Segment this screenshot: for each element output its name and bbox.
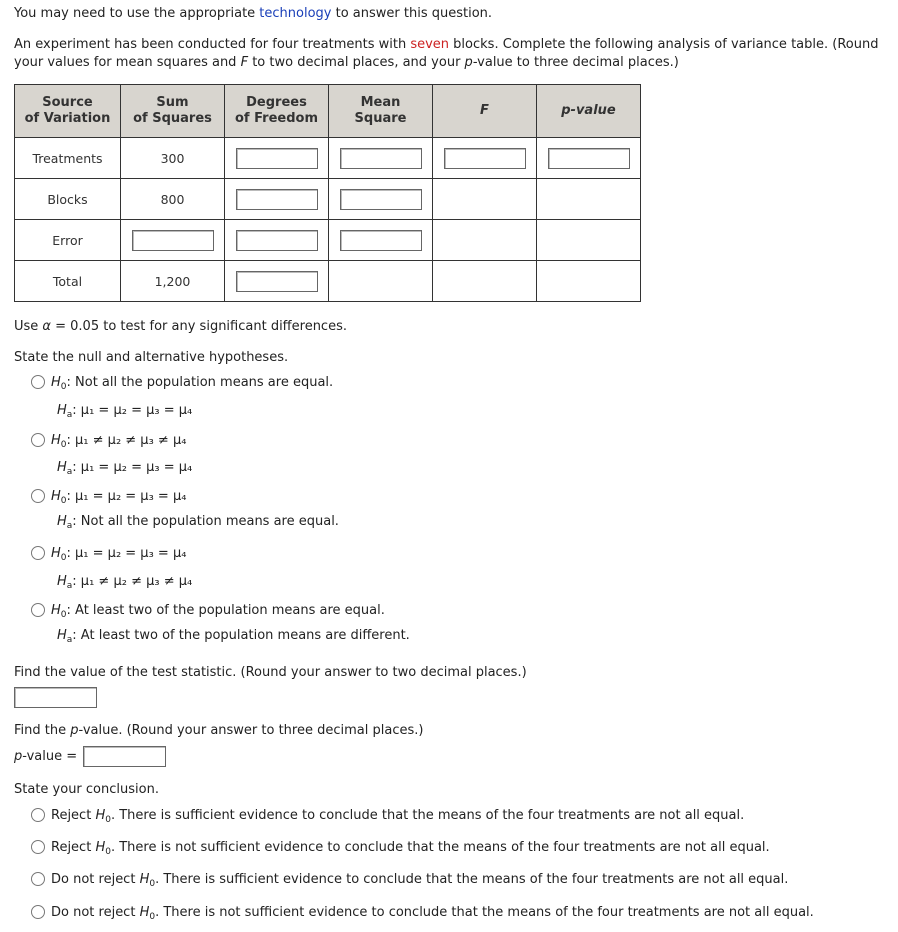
- intro-text: You may need to use the appropriate: [14, 6, 260, 21]
- f-input[interactable]: [444, 148, 526, 169]
- intro-text: to two decimal places, and your: [248, 55, 465, 70]
- conclusion-radio-1[interactable]: [31, 808, 45, 822]
- ms-blocks-input[interactable]: [340, 189, 422, 210]
- header-mean-square: Mean Square: [329, 85, 433, 138]
- intro-line-1: [14, 6, 492, 21]
- p-value-prompt: Find the p-value. (Round your answer to three decimal places.): [14, 723, 424, 738]
- ms-treatments-input[interactable]: [340, 148, 422, 169]
- hypothesis-1-ha: $H_a$: μ₁ = μ₂ = μ₃ = μ₄: [57, 403, 193, 420]
- hypothesis-radio-1[interactable]: [31, 375, 45, 389]
- table-row-blocks: [15, 179, 641, 220]
- ss-value: 800: [121, 179, 225, 220]
- alpha-text: Use: [14, 319, 43, 334]
- header-source: Source of Variation: [15, 85, 121, 138]
- p-value-label: p-value =: [14, 749, 78, 764]
- hypothesis-4-ha: $H_a$: μ₁ ≠ μ₂ ≠ μ₃ ≠ μ₄: [57, 574, 193, 591]
- alpha-symbol: α: [42, 319, 51, 334]
- hypothesis-1-h0: $H_0$: Not all the population means are equal.: [51, 375, 334, 392]
- hypotheses-prompt: State the null and alternative hypotheses.: [14, 350, 289, 365]
- ss-error-input[interactable]: [132, 230, 214, 251]
- hypothesis-5-ha: $H_a$: At least two of the population means are different.: [57, 628, 410, 645]
- df-error-input[interactable]: [236, 230, 318, 251]
- test-stat-prompt: Find the value of the test statistic. (Round your answer to two decimal places.): [14, 665, 527, 680]
- empty-cell: [537, 220, 641, 261]
- conclusion-radio-4[interactable]: [31, 905, 45, 919]
- intro-text: your values for mean squares and: [14, 55, 241, 70]
- empty-cell: [433, 220, 537, 261]
- hypothesis-4-h0: $H_0$: μ₁ = μ₂ = μ₃ = μ₄: [51, 546, 187, 563]
- hypothesis-2-h0: $H_0$: μ₁ ≠ μ₂ ≠ μ₃ ≠ μ₄: [51, 433, 187, 450]
- header-f: F: [433, 85, 537, 138]
- conclusion-option-1: Reject $H_0$. There is sufficient evidence to conclude that the means of the four treatments are not all equal.: [51, 808, 745, 825]
- anova-table: [14, 84, 641, 302]
- conclusion-radio-2[interactable]: [31, 840, 45, 854]
- technology-link[interactable]: technology: [259, 6, 332, 21]
- intro-text: An experiment has been conducted for four treatments with: [14, 37, 411, 52]
- conclusion-option-2: Reject $H_0$. There is not sufficient evidence to conclude that the means of the four treatments are not all equal.: [51, 840, 770, 857]
- hypothesis-radio-2[interactable]: [31, 433, 45, 447]
- row-label: Error: [15, 220, 121, 261]
- intro-line-2: [14, 37, 878, 52]
- empty-cell: [537, 261, 641, 302]
- alpha-line: [14, 319, 347, 334]
- row-label: Blocks: [15, 179, 121, 220]
- p-value-input[interactable]: [83, 746, 166, 767]
- df-treatments-input[interactable]: [236, 148, 318, 169]
- row-label: Total: [15, 261, 121, 302]
- hypothesis-3-h0: $H_0$: μ₁ = μ₂ = μ₃ = μ₄: [51, 489, 187, 506]
- hypothesis-5-h0: $H_0$: At least two of the population means are equal.: [51, 603, 385, 620]
- conclusion-prompt: State your conclusion.: [14, 782, 159, 797]
- hypothesis-2-ha: $H_a$: μ₁ = μ₂ = μ₃ = μ₄: [57, 460, 193, 477]
- alpha-text: = 0.05 to test for any significant differences.: [51, 319, 347, 334]
- table-row-treatments: [15, 138, 641, 179]
- empty-cell: [329, 261, 433, 302]
- ss-value: 1,200: [121, 261, 225, 302]
- table-row-error: [15, 220, 641, 261]
- hypothesis-radio-4[interactable]: [31, 546, 45, 560]
- p-value-table-input[interactable]: [548, 148, 630, 169]
- table-row-total: [15, 261, 641, 302]
- intro-text: F: [240, 55, 249, 70]
- empty-cell: [433, 179, 537, 220]
- df-blocks-input[interactable]: [236, 189, 318, 210]
- empty-cell: [433, 261, 537, 302]
- blocks-count: seven: [410, 37, 450, 52]
- intro-line-3: [14, 55, 679, 70]
- hypothesis-radio-3[interactable]: [31, 489, 45, 503]
- conclusion-option-4: Do not reject $H_0$. There is not sufficient evidence to conclude that the means of the four treatments are not all equal.: [51, 905, 814, 922]
- conclusion-option-3: Do not reject $H_0$. There is sufficient evidence to conclude that the means of the four treatments are not all equal.: [51, 872, 789, 889]
- hypothesis-3-ha: $H_a$: Not all the population means are equal.: [57, 514, 339, 531]
- header-p-value: p-value: [537, 85, 641, 138]
- intro-text: blocks. Complete the following analysis of variance table. (Round: [449, 37, 879, 52]
- ss-value: 300: [121, 138, 225, 179]
- ms-error-input[interactable]: [340, 230, 422, 251]
- table-header-row: [15, 85, 641, 138]
- conclusion-radio-3[interactable]: [31, 872, 45, 886]
- intro-text: -value to three decimal places.): [472, 55, 679, 70]
- intro-text: p: [464, 55, 473, 70]
- header-degrees-of-freedom: Degrees of Freedom: [225, 85, 329, 138]
- empty-cell: [537, 179, 641, 220]
- row-label: Treatments: [15, 138, 121, 179]
- intro-text: to answer this question.: [331, 6, 493, 21]
- df-total-input[interactable]: [236, 271, 318, 292]
- test-statistic-input[interactable]: [14, 687, 97, 708]
- header-sum-of-squares: Sum of Squares: [121, 85, 225, 138]
- hypothesis-radio-5[interactable]: [31, 603, 45, 617]
